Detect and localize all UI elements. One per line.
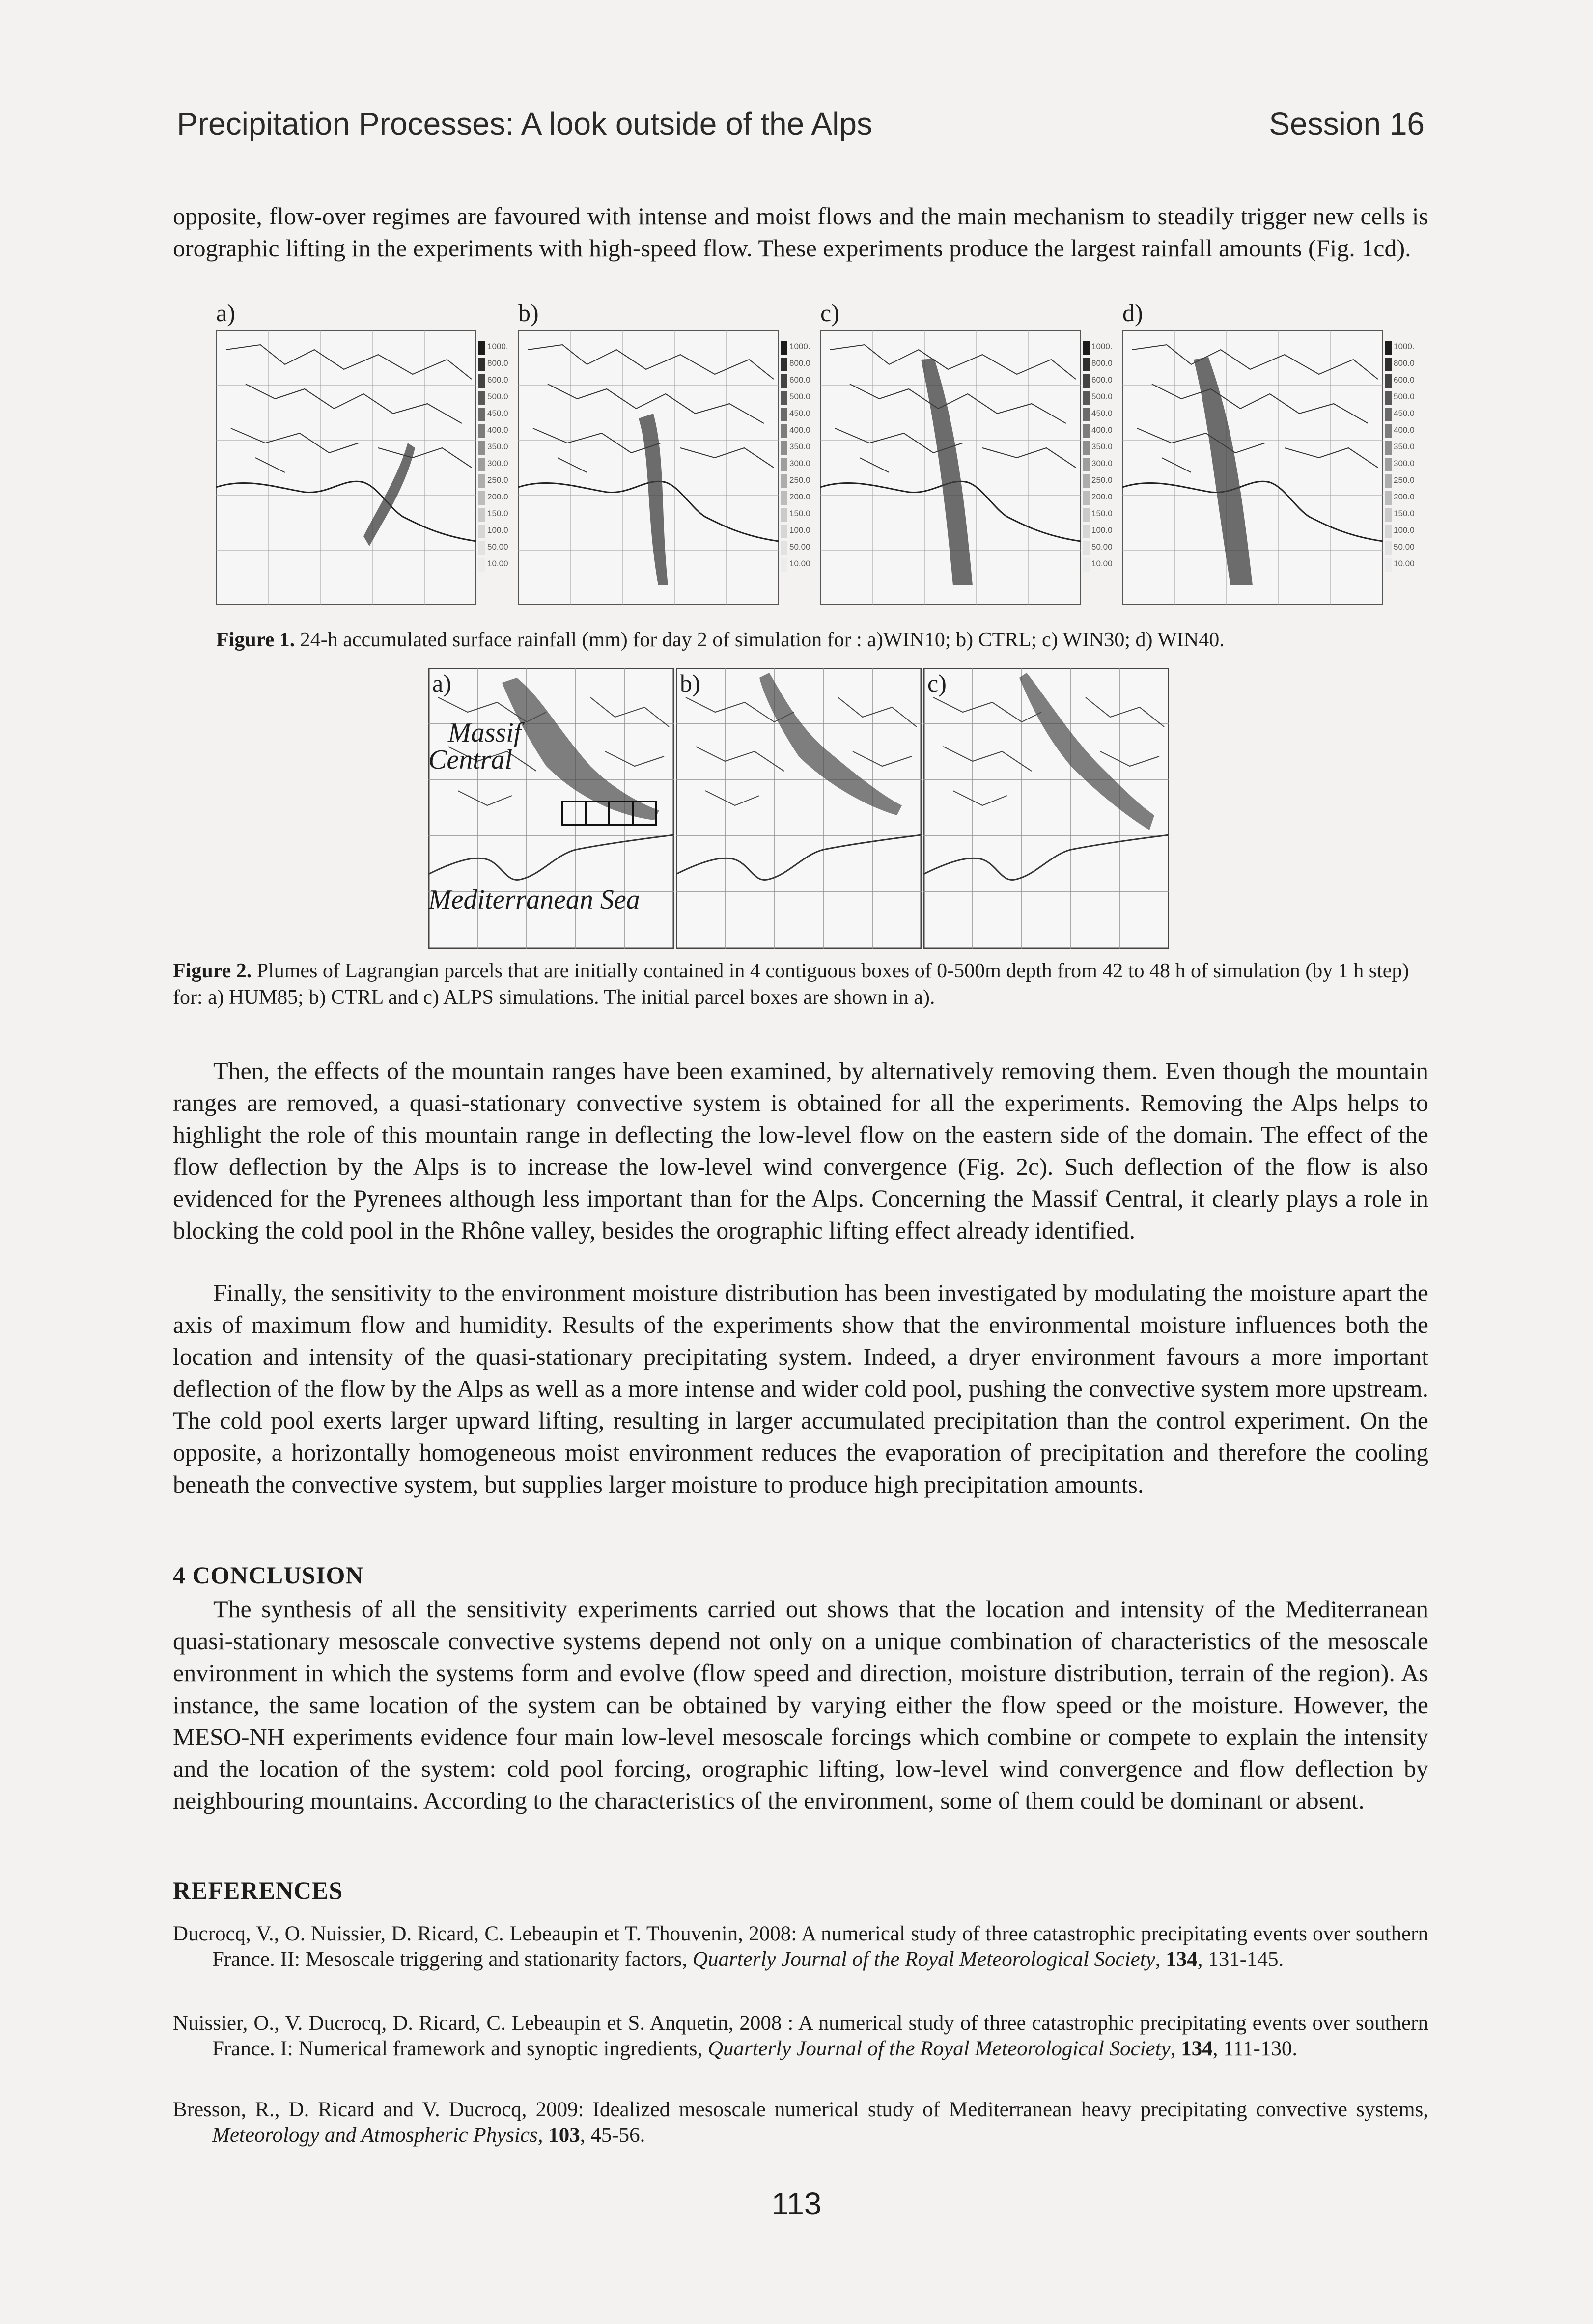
figure-2-panel-b [676,668,922,949]
reference-pages: , 131-145. [1197,1948,1284,1971]
colorbar-swatch [781,424,787,438]
colorbar-tick-label: 50.00 [1091,542,1113,552]
colorbar-swatch [1083,341,1090,355]
conclusion-text: The synthesis of all the sensitivity experiments carried out shows that the location and intensity of the Mediterranean quasi-stationary mesoscale convective systems depend not only on a unique combination of characteristics of the mesoscale environment in which the systems form and evolve (flow speed and direction, moisture distribution, terrain of the region). As instance, the same location of the system can be obtained by varying either the flow speed or the moisture. However, the MESO-NH experiments evidence four main low-level mesoscale forcings which combine or compete to explain the intensity and the location of the system: cold pool forcing, orographic lifting, low-level wind convergence and flow deflection by neighbouring mountains. According to the characteristics of the environment, some of them could be dominant or absent. [173,1595,1428,1814]
figure-2-panel-c [923,668,1169,949]
colorbar-swatch [1385,374,1392,388]
figure-1-panel-d [1122,299,1407,611]
reference-item [173,1921,1428,1972]
colorbar-tick-label: 150.0 [487,509,508,518]
colorbar-row [1385,505,1444,522]
colorbar-tick-label: 400.0 [1394,425,1415,435]
colorbar-swatch [1083,458,1090,471]
figure-1-caption-text: 24-h accumulated surface rainfall (mm) for day 2 of simulation for : a)WIN10; b) CTRL; c) WIN30; d) WIN40. [300,629,1225,651]
colorbar-tick-label: 10.00 [1091,559,1113,568]
colorbar-swatch [478,341,485,355]
colorbar-swatch [478,408,485,421]
colorbar-tick-label: 400.0 [789,425,810,435]
colorbar-swatch [478,374,485,388]
colorbar-row [1385,555,1444,572]
colorbar-row [1385,355,1444,371]
colorbar-tick-label: 100.0 [1394,526,1415,535]
colorbar-tick-label: 600.0 [487,375,508,385]
colorbar-tick-label: 500.0 [1394,392,1415,401]
colorbar-tick-label: 300.0 [1091,459,1113,468]
colorbar-tick-label: 250.0 [1394,475,1415,485]
colorbar-swatch [1083,391,1090,405]
colorbar-swatch [1385,391,1392,405]
rainfall-map [518,330,779,605]
header-session: Session 16 [1269,106,1425,141]
colorbar-swatch [781,458,787,471]
colorbar-tick-label: 500.0 [1091,392,1113,401]
colorbar-swatch [478,541,485,555]
colorbar-tick-label: 400.0 [1091,425,1113,435]
colorbar-swatch [1385,441,1392,455]
colorbar-swatch [478,474,485,488]
colorbar-row [1385,371,1444,388]
colorbar-tick-label: 800.0 [1091,359,1113,368]
colorbar-swatch [478,508,485,522]
colorbar-tick-label: 200.0 [789,492,810,501]
massif-label: Massif [448,718,522,748]
colorbar-tick-label: 10.00 [1394,559,1415,568]
colorbar-swatch [1083,525,1090,538]
colorbar-swatch [781,341,787,355]
colorbar-tick-label: 350.0 [1394,442,1415,451]
colorbar-swatch [478,491,485,505]
colorbar-swatch [1083,374,1090,388]
colorbar-swatch [781,541,787,555]
page-number: 113 [771,2186,822,2221]
colorbar-swatch [781,441,787,455]
running-header [177,106,1425,145]
colorbar-swatch [1385,424,1392,438]
colorbar-swatch [1083,441,1090,455]
colorbar-row [1385,522,1444,538]
colorbar-tick-label: 450.0 [1394,409,1415,418]
figure-1-panel-label: c) [820,299,839,327]
colorbar-swatch [1385,541,1392,555]
colorbar-swatch [781,508,787,522]
colorbar-tick-label: 50.00 [487,542,508,552]
colorbar-swatch [1083,491,1090,505]
reference-pages: , 45-56. [580,2124,645,2147]
reference-separator: , [1170,2037,1181,2060]
colorbar-tick-label: 600.0 [789,375,810,385]
reference-journal: Quarterly Journal of the Royal Meteorological Society [707,2037,1171,2060]
colorbar-swatch [1083,424,1090,438]
colorbar-swatch [478,525,485,538]
header-title: Precipitation Processes: A look outside of the Alps [177,106,872,141]
colorbar-tick-label: 450.0 [1091,409,1113,418]
colorbar-tick-label: 450.0 [789,409,810,418]
colorbar-swatch [1385,408,1392,421]
rainfall-map [820,330,1081,605]
figure-1-panel-a [216,299,501,611]
sea-label: Mediterranean Sea [428,885,640,915]
figure-1-panel-c [820,299,1105,611]
colorbar-tick-label: 300.0 [1394,459,1415,468]
colorbar-tick-label: 200.0 [1394,492,1415,501]
colorbar-tick-label: 250.0 [1091,475,1113,485]
reference-authors: Nuissier, O., V. Ducrocq, D. Ricard, C. Lebeaupin et S. Anquetin, 2008 : A numerical study of three catastrophic precipitating events over southern France. I: Numerical framework and synoptic ingredients, [173,2012,1428,2060]
figure-1-panel-label: d) [1122,299,1143,327]
colorbar-tick-label: 450.0 [487,409,508,418]
parcel-plume-map [676,668,922,949]
colorbar-swatch [1385,508,1392,522]
colorbar-row [1385,455,1444,471]
conclusion-heading: 4 CONCLUSION [173,1561,364,1589]
colorbar-tick-label: 350.0 [487,442,508,451]
colorbar-tick-label: 150.0 [1091,509,1113,518]
colorbar [1385,338,1444,606]
colorbar-tick-label: 10.00 [487,559,508,568]
colorbar-swatch [781,374,787,388]
colorbar-tick-label: 600.0 [1394,375,1415,385]
colorbar-tick-label: 300.0 [789,459,810,468]
colorbar-swatch [781,558,787,572]
colorbar-tick-label: 10.00 [789,559,810,568]
colorbar-swatch [1385,358,1392,371]
figure-2-panel-label: a) [432,669,451,697]
colorbar-tick-label: 100.0 [487,526,508,535]
colorbar-swatch [1385,341,1392,355]
parcel-plume-map [923,668,1169,949]
colorbar-swatch [478,424,485,438]
colorbar-tick-label: 600.0 [1091,375,1113,385]
rainfall-map [216,330,476,605]
figure-2-caption-label: Figure 2. [173,960,252,982]
colorbar-swatch [1083,408,1090,421]
colorbar-tick-label: 350.0 [1091,442,1113,451]
colorbar-swatch [781,391,787,405]
colorbar-swatch [1083,474,1090,488]
colorbar-swatch [1083,358,1090,371]
reference-item [173,2011,1428,2062]
colorbar-swatch [478,558,485,572]
colorbar-swatch [781,491,787,505]
colorbar-swatch [1083,541,1090,555]
colorbar-tick-label: 200.0 [1091,492,1113,501]
body-paragraph-1: Then, the effects of the mountain ranges have been examined, by alternatively removing them. Even though the mountain ranges are removed, a quasi-stationary convective system is obtained for all the experiments. Removing the Alps helps to highlight the role of this mountain range in deflecting the low-level flow on the eastern side of the domain. The effect of the flow deflection by the Alps is to increase the low-level wind convergence (Fig. 2c). Such deflection of the flow is also evidenced for the Pyrenees although less important than for the Alps. Concerning the Massif Central, it clearly plays a role in blocking the cold pool in the Rhône valley, besides the orographic lifting effect already identified. [173,1057,1428,1244]
reference-volume: 103 [548,2124,580,2147]
colorbar-swatch [781,358,787,371]
colorbar-tick-label: 100.0 [1091,526,1113,535]
colorbar-swatch [1385,558,1392,572]
reference-authors: Ducrocq, V., O. Nuissier, D. Ricard, C. Lebeaupin et T. Thouvenin, 2008: A numerical study of three catastrophic precipitating events over southern France. II: Mesoscale triggering and stationarity factors, [173,1922,1428,1971]
colorbar-tick-label: 100.0 [789,526,810,535]
colorbar-swatch [478,458,485,471]
colorbar-tick-label: 400.0 [487,425,508,435]
colorbar-tick-label: 50.00 [789,542,810,552]
colorbar-row [1385,538,1444,555]
figure-1-panel-label: b) [518,299,539,327]
colorbar-swatch [1385,458,1392,471]
colorbar-tick-label: 350.0 [789,442,810,451]
reference-journal: Meteorology and Atmospheric Physics [212,2124,538,2147]
colorbar-tick-label: 250.0 [789,475,810,485]
reference-authors: Bresson, R., D. Ricard and V. Ducrocq, 2009: Idealized mesoscale numerical study of Mediterranean heavy precipitating convective systems, [173,2098,1428,2121]
colorbar-swatch [1385,474,1392,488]
reference-volume: 134 [1166,1948,1198,1971]
colorbar-tick-label: 50.00 [1394,542,1415,552]
rainfall-map [1122,330,1383,605]
colorbar-tick-label: 150.0 [1394,509,1415,518]
colorbar-tick-label: 1000. [487,342,508,351]
colorbar-row [1385,405,1444,421]
reference-separator: , [537,2124,549,2147]
colorbar-tick-label: 800.0 [487,359,508,368]
colorbar-swatch [478,358,485,371]
colorbar-tick-label: 800.0 [1394,359,1415,368]
colorbar-tick-label: 500.0 [789,392,810,401]
colorbar-row [1385,488,1444,505]
reference-item [173,2097,1428,2148]
colorbar-tick-label: 150.0 [789,509,810,518]
reference-journal: Quarterly Journal of the Royal Meteorological Society [692,1948,1155,1971]
colorbar-swatch [781,408,787,421]
colorbar-swatch [1083,558,1090,572]
figure-2-caption [173,958,1428,1011]
colorbar-tick-label: 250.0 [487,475,508,485]
colorbar-row [1385,388,1444,405]
reference-separator: , [1155,1948,1166,1971]
colorbar-row [1385,421,1444,438]
colorbar-swatch [781,474,787,488]
colorbar-swatch [1083,508,1090,522]
figure-1-caption-label: Figure 1. [216,629,295,651]
colorbar-row [1385,471,1444,488]
figure-2-panel-a [428,668,674,949]
figure-2-panel-label: b) [680,669,700,697]
reference-volume: 134 [1181,2037,1213,2060]
colorbar-row [1385,438,1444,455]
colorbar-swatch [1385,525,1392,538]
figure-1-panel-label: a) [216,299,235,327]
colorbar-swatch [478,391,485,405]
figure-1-caption [216,627,1444,653]
colorbar-row [1385,338,1444,355]
colorbar-tick-label: 800.0 [789,359,810,368]
reference-pages: , 111-130. [1212,2037,1298,2060]
colorbar-swatch [781,525,787,538]
body-paragraph-2: Finally, the sensitivity to the environment moisture distribution has been investigated by modulating the moisture apart the axis of maximum flow and humidity. Results of the experiments show that the environmental moisture influences both the location and intensity of the quasi-stationary precipitating system. Indeed, a dryer environment favours a more important deflection of the flow by the Alps as well as a more intense and wider cold pool, pushing the convective system more upstream. The cold pool exerts larger upward lifting, resulting in larger accumulated precipitation than the control experiment. On the opposite, a horizontally homogeneous moist environment reduces the evaporation of precipitation and therefore the cooling beneath the convective system, but supplies larger moisture to produce high precipitation amounts. [173,1279,1428,1498]
references-heading: REFERENCES [173,1877,343,1904]
central-label: Central [428,745,513,775]
intro-paragraph: opposite, flow-over regimes are favoured with intense and moist flows and the main mechanism to steadily trigger new cells is orographic lifting in the experiments with high-speed flow. These experiments produce the largest rainfall amounts (Fig. 1cd). [173,202,1428,262]
figure-2-caption-text: Plumes of Lagrangian parcels that are initially contained in 4 contiguous boxes of 0-500m depth from 42 to 48 h of simulation (by 1 h step) for: a) HUM85; b) CTRL and c) ALPS simulations. The initial parcel boxes are shown in a). [173,960,1409,1009]
colorbar-tick-label: 500.0 [487,392,508,401]
colorbar-tick-label: 300.0 [487,459,508,468]
figure-2-panel-label: c) [927,669,947,697]
colorbar-swatch [478,441,485,455]
colorbar-tick-label: 1000. [1394,342,1415,351]
colorbar-tick-label: 1000. [1091,342,1113,351]
figure-1-panel-b [518,299,803,611]
colorbar-swatch [1385,491,1392,505]
colorbar-tick-label: 1000. [789,342,810,351]
colorbar-tick-label: 200.0 [487,492,508,501]
